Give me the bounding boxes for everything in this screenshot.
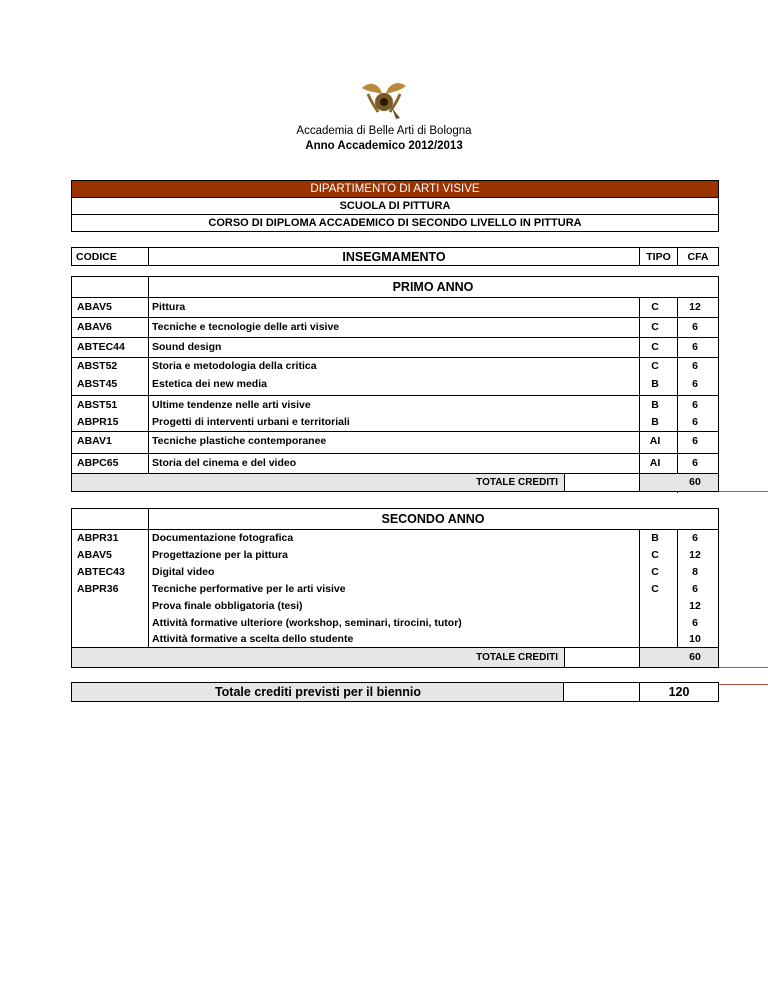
margin-line bbox=[719, 491, 768, 492]
header-credits: CFA bbox=[687, 251, 709, 263]
header-teaching: INSEGMAMENTO bbox=[342, 250, 446, 264]
biennium-total-value: 120 bbox=[668, 685, 690, 699]
first-year-title: PRIMO ANNO bbox=[392, 280, 474, 294]
margin-line bbox=[719, 667, 768, 668]
first-year-table: PRIMO ANNO ABAV5 Pittura C 12 ABAV6 Tecniche e tecnologie delle arti visive C 6 ABTEC44 Sound design C 6 ABST52 Storia e metodologia della critica C 6 ABST45 Estetica dei new media B 6 ABST51 Ultime tendenze nelle arti visive B 6 ABPR15 Progetti di interventi urbani e territoriali B 6 ABAV1 Tecniche plastiche contemporanee AI 6 ABPC65 Storia del cinema e del video AI 6 TOTALE CREDITI 60 bbox=[71, 276, 719, 492]
first-year-total-row bbox=[72, 473, 718, 491]
header-credits-cell bbox=[678, 248, 718, 265]
header-type-cell bbox=[640, 248, 678, 265]
second-year-total-label: TOTALE CREDITI bbox=[476, 652, 558, 663]
header-teaching-cell bbox=[149, 248, 640, 265]
institution-name: Accademia di Belle Arti di Bologna bbox=[296, 125, 472, 137]
biennium-total-label: Totale crediti previsti per il biennio bbox=[214, 685, 422, 699]
margin-line bbox=[719, 684, 768, 685]
first-year-total-value: 60 bbox=[689, 476, 701, 488]
header-type: TIPO bbox=[646, 251, 671, 263]
second-year-total-value: 60 bbox=[689, 651, 701, 663]
second-year-total-row bbox=[72, 647, 718, 667]
winged-emblem-icon bbox=[356, 78, 412, 122]
biennium-total-row bbox=[71, 682, 719, 702]
header-code-cell bbox=[72, 248, 149, 265]
academic-year: Anno Accademico 2012/2013 bbox=[305, 140, 463, 152]
department-title: DIPARTIMENTO DI ARTI VISIVE bbox=[72, 181, 718, 198]
academy-logo bbox=[356, 78, 412, 122]
second-year-table: SECONDO ANNO ABPR31 Documentazione fotografica B 6 ABAV5 Progettazione per la pittura C 12 ABTEC43 Digital video C 8 ABPR36 Tecniche performative per le arti visive C 6 Prova finale obbligatoria (tesi) 12 Attività formative ulteriore (workshop, seminari, tirocini, tutor) 6 Attività formative a scelta dello studente 10 TOTALE CREDITI 60 bbox=[71, 508, 719, 668]
department-box bbox=[71, 180, 719, 232]
table-header bbox=[71, 247, 719, 266]
header-code: CODICE bbox=[76, 251, 117, 263]
school-title: SCUOLA DI PITTURA bbox=[72, 198, 718, 215]
first-year-total-label: TOTALE CREDITI bbox=[476, 477, 558, 488]
course-title: CORSO DI DIPLOMA ACCADEMICO DI SECONDO LIVELLO IN PITTURA bbox=[208, 217, 582, 229]
second-year-title: SECONDO ANNO bbox=[381, 512, 485, 526]
